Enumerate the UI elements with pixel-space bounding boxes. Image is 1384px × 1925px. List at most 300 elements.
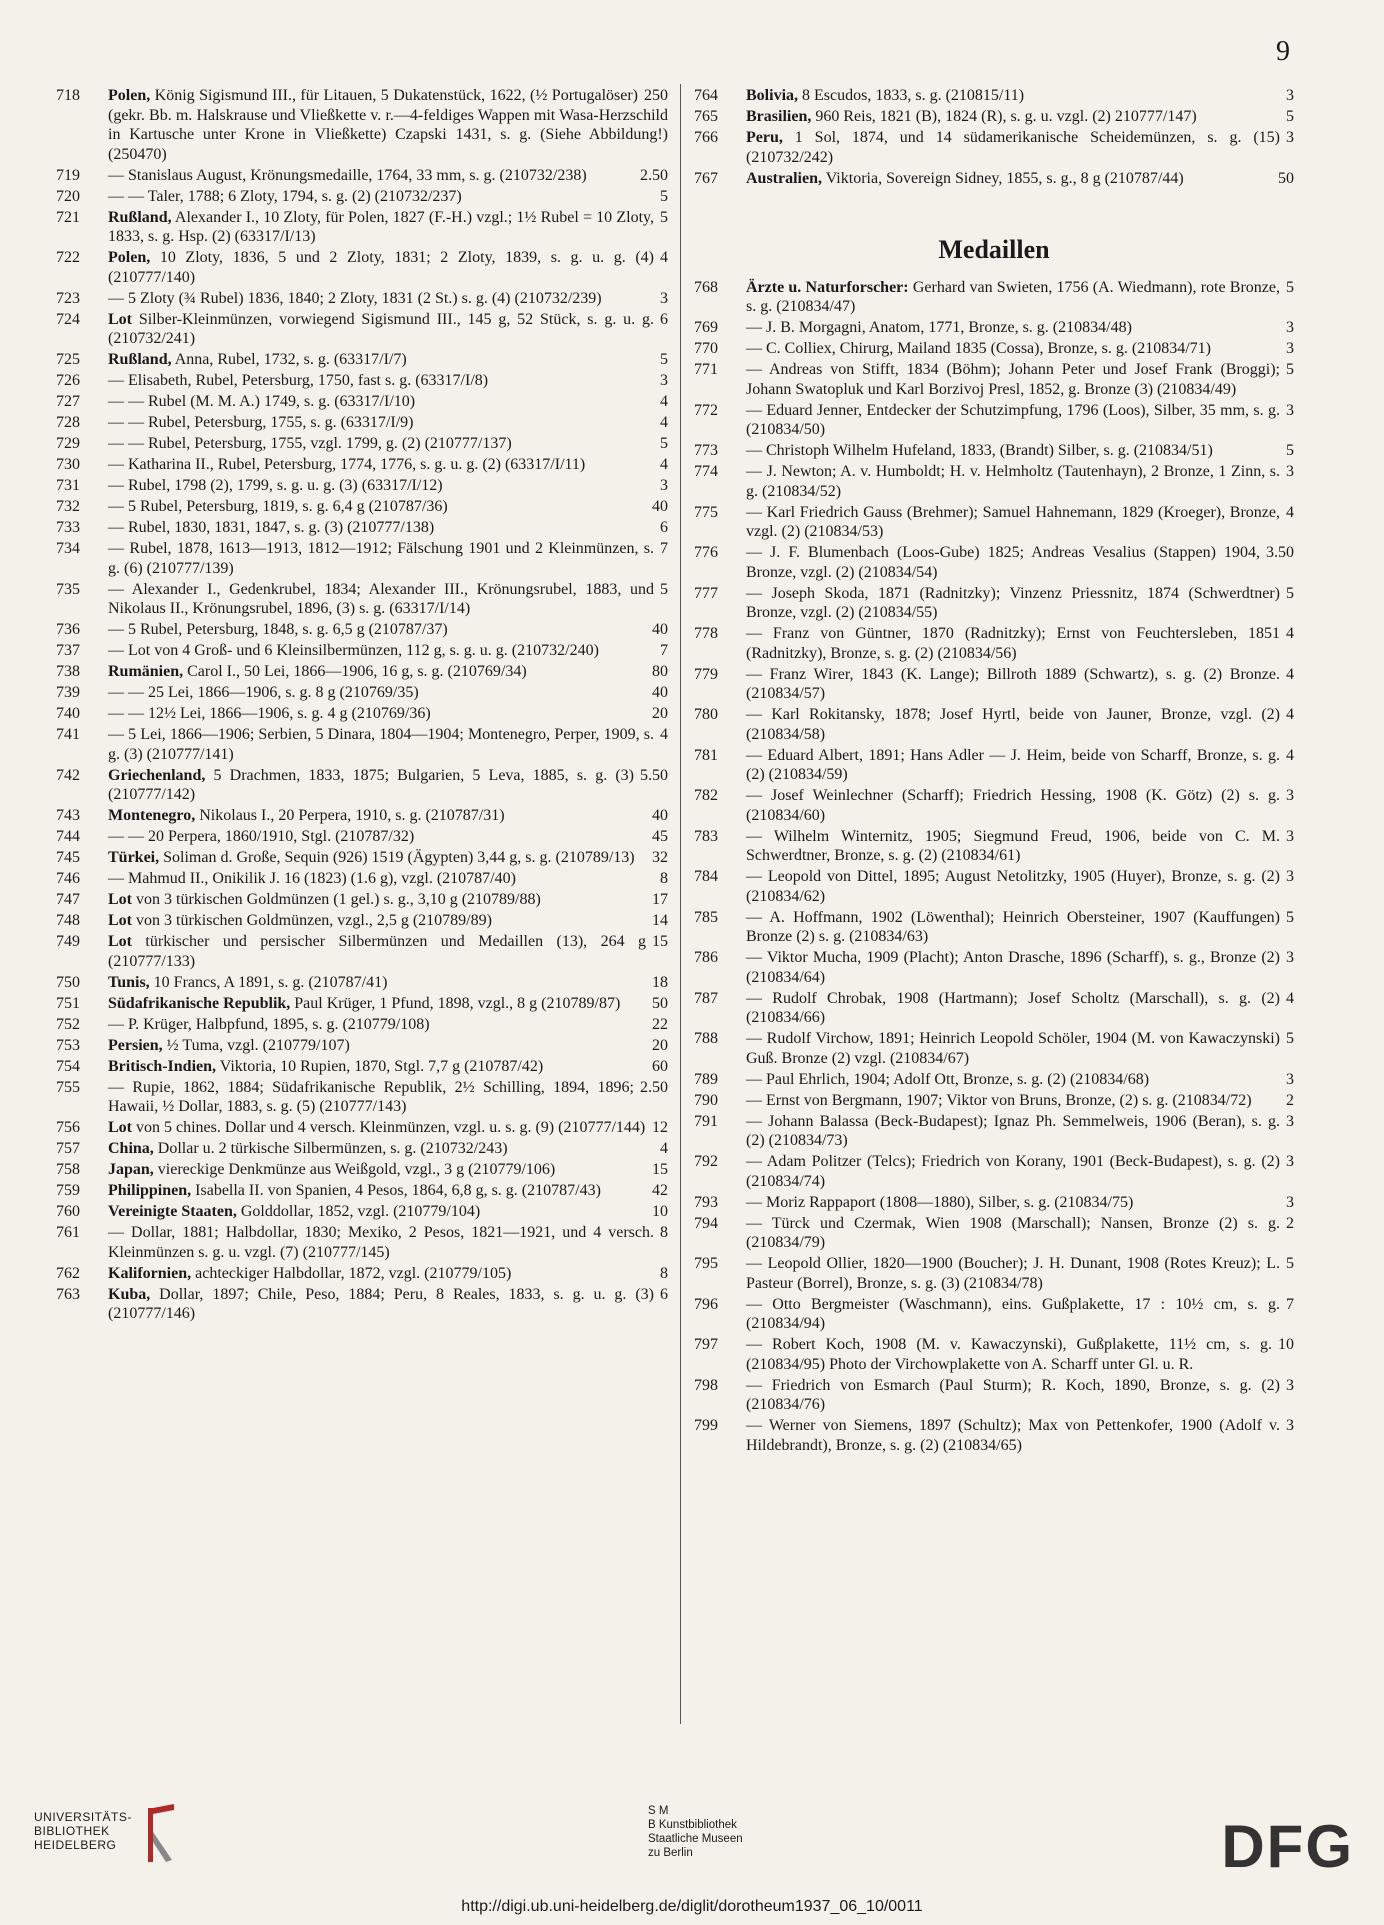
- catalog-entry: [694, 318, 1294, 338]
- lot-text: — C. Colliex, Chirurg, Mailand 1835 (Cossa), Bronze, s. g. (210834/71): [746, 340, 1211, 357]
- lot-description: [746, 908, 1294, 947]
- ub-emblem-icon: [146, 1802, 176, 1864]
- lot-price: 3: [1286, 1376, 1294, 1394]
- catalog-entry: [56, 1264, 668, 1284]
- lot-description: [108, 620, 668, 640]
- catalog-entry: [56, 310, 668, 349]
- lot-number: 752: [56, 1015, 80, 1033]
- lot-text: — Dollar, 1881; Halbdollar, 1830; Mexiko, 2 Pesos, 1821—1921, und 4 versch. Kleinmünzen s. g. u. vzgl. (7) (210777/145): [108, 1224, 654, 1261]
- lot-price: 22: [652, 1015, 668, 1033]
- lot-description: [108, 704, 668, 724]
- lot-description: [746, 1214, 1294, 1253]
- lot-price: 4: [1286, 665, 1294, 683]
- lot-number: 781: [694, 746, 718, 764]
- lot-number: 770: [694, 340, 718, 357]
- lot-text: 1 Sol, 1874, und 14 südamerikanische Scheidemünzen, s. g. (15) (210732/242): [746, 129, 1280, 166]
- lot-price: 3: [1286, 787, 1294, 804]
- catalog-entry: [694, 1112, 1294, 1151]
- lot-description: [108, 86, 668, 164]
- lot-price: 4: [1286, 989, 1294, 1007]
- lot-price: 18: [652, 973, 668, 991]
- lot-number: 783: [694, 827, 718, 845]
- lot-number: 777: [694, 584, 718, 602]
- catalog-entry: [694, 86, 1294, 106]
- lot-price: 4: [1286, 746, 1294, 764]
- lot-number: 754: [56, 1057, 80, 1075]
- lot-text: — — Rubel (M. M. A.) 1749, s. g. (63317/I/10): [108, 393, 416, 410]
- lot-number: 768: [694, 278, 718, 296]
- lot-price: 10: [652, 1203, 668, 1220]
- lot-text: — Moriz Rappaport (1808—1880), Silber, s. g. (210834/75): [746, 1193, 1134, 1211]
- catalog-entry: [56, 973, 668, 993]
- lot-description: [746, 1376, 1294, 1415]
- lot-price: 250: [644, 87, 668, 104]
- lot-description: [746, 441, 1294, 461]
- catalog-entry: [694, 1152, 1294, 1191]
- lot-price: 32: [652, 849, 668, 866]
- lot-text: Dollar u. 2 türkische Silbermünzen, s. g. (210732/243): [153, 1140, 508, 1157]
- section-title-medaillen: Medaillen: [938, 235, 1050, 264]
- lot-price: 3: [1286, 319, 1294, 336]
- lot-text: — Leopold Ollier, 1820—1900 (Boucher); J. H. Dunant, 1908 (Rotes Kreuz); L. Pasteur (Borrel), Bronze, s. g. (3) (210834/78): [746, 1255, 1280, 1292]
- lot-number: 721: [56, 208, 80, 226]
- lot-description: [746, 867, 1294, 906]
- catalog-entry: [694, 1254, 1294, 1293]
- catalog-entry: [694, 746, 1294, 785]
- catalog-entry: [694, 1295, 1294, 1334]
- catalog-entry: [694, 1091, 1294, 1111]
- lot-heading: Vereinigte Staaten,: [108, 1203, 237, 1220]
- catalog-entry: [56, 289, 668, 309]
- lot-description: [108, 539, 668, 578]
- lot-number: 734: [56, 540, 80, 557]
- catalog-entry: [56, 1181, 668, 1201]
- lot-text: Isabella II. von Spanien, 4 Pesos, 1864, 6,8 g, s. g. (210787/43): [191, 1182, 601, 1199]
- lot-number: 780: [694, 706, 718, 723]
- lot-number: 787: [694, 989, 718, 1007]
- lot-text: — 5 Rubel, Petersburg, 1819, s. g. 6,4 g (210787/36): [108, 498, 448, 515]
- lot-heading: Brasilien,: [746, 108, 812, 125]
- lot-description: [746, 169, 1294, 189]
- lot-heading: Japan,: [108, 1161, 154, 1178]
- catalog-entry: [694, 1070, 1294, 1090]
- catalog-entry: [56, 476, 668, 496]
- lot-text: 5 Drachmen, 1833, 1875; Bulgarien, 5 Leva, 1885, s. g. (3) (210777/142): [108, 766, 634, 803]
- catalog-entry: [694, 441, 1294, 461]
- catalog-entry: [56, 725, 668, 764]
- lot-price: 5: [1286, 908, 1294, 926]
- lot-price: 45: [652, 828, 668, 845]
- lot-text: — P. Krüger, Halbpfund, 1895, s. g. (210779/108): [108, 1015, 430, 1033]
- lot-heading: Lot: [108, 912, 132, 929]
- lot-description: [108, 392, 668, 412]
- lot-price: 4: [660, 1140, 668, 1157]
- lot-price: 20: [652, 1036, 668, 1054]
- lot-number: 748: [56, 912, 80, 929]
- lot-number: 723: [56, 289, 80, 307]
- lot-price: 40: [652, 807, 668, 824]
- lot-text: — Türck und Czermak, Wien 1908 (Marschall); Nansen, Bronze (2) s. g. (210834/79): [746, 1214, 1280, 1251]
- lot-number: 785: [694, 908, 718, 926]
- lot-text: — Johann Balassa (Beck-Budapest); Ignaz Ph. Semmelweis, 1906 (Beran), s. g. (2) (210834/73): [746, 1112, 1280, 1149]
- catalog-entry: [56, 1139, 668, 1159]
- catalog-entry: [56, 869, 668, 889]
- lot-text: 10 Zloty, 1836, 5 und 2 Zloty, 1831; 2 Zloty, 1839, s. g. u. g. (4) (210777/140): [108, 249, 654, 286]
- lot-description: [746, 1152, 1294, 1191]
- lot-description: [108, 1036, 668, 1056]
- lot-number: 796: [694, 1295, 718, 1313]
- catalog-entry: [56, 806, 668, 826]
- catalog-entry: [56, 539, 668, 578]
- catalog-entry: [56, 1202, 668, 1222]
- lot-description: [108, 1264, 668, 1284]
- lot-heading: China,: [108, 1140, 154, 1157]
- lot-description: [108, 1181, 668, 1201]
- lot-number: 750: [56, 973, 80, 991]
- lot-price: 5: [1286, 1030, 1294, 1047]
- catalog-entry: [56, 1078, 668, 1117]
- lot-description: [108, 911, 668, 931]
- lot-number: 775: [694, 503, 718, 521]
- lot-number: 745: [56, 849, 80, 866]
- catalog-entry: [56, 86, 668, 164]
- right-top-list: [694, 86, 1294, 188]
- lot-description: [108, 766, 668, 805]
- lot-text: — Stanislaus August, Krönungsmedaille, 1764, 33 mm, s. g. (210732/238): [108, 166, 587, 184]
- lot-text: — 5 Rubel, Petersburg, 1848, s. g. 6,5 g (210787/37): [108, 621, 448, 638]
- lot-text: türkischer und persischer Silbermünzen und Medaillen (13), 264 g (210777/133): [108, 933, 646, 970]
- lot-description: [108, 662, 668, 682]
- lot-text: — J. F. Blumenbach (Loos-Gube) 1825; Andreas Vesalius (Stappen) 1904, Bronze, vzgl. (2) (210834/54): [746, 544, 1260, 581]
- lot-number: 720: [56, 187, 80, 205]
- lot-number: 771: [694, 361, 718, 378]
- lot-description: [746, 360, 1294, 399]
- lot-text: Paul Krüger, 1 Pfund, 1898, vzgl., 8 g (210789/87): [290, 994, 621, 1012]
- catalog-entry: [694, 462, 1294, 501]
- lot-text: Soliman d. Große, Sequin (926) 1519 (Ägypten) 3,44 g, s. g. (210789/13): [159, 849, 635, 866]
- smb-kunstbibliothek-logo[interactable]: [648, 1804, 743, 1860]
- lot-number: 792: [694, 1153, 718, 1170]
- lot-description: [108, 1202, 668, 1222]
- lot-price: 80: [652, 663, 668, 680]
- lot-text: ½ Tuma, vzgl. (210779/107): [162, 1036, 350, 1054]
- smb-line: B Kunstbibliothek: [648, 1819, 737, 1831]
- lot-text: — — Rubel, Petersburg, 1755, s. g. (63317/I/9): [108, 414, 414, 431]
- lot-price: 7: [660, 540, 668, 557]
- lot-price: 4: [660, 456, 668, 473]
- lot-text: — Robert Koch, 1908 (M. v. Kawaczynski), Gußplakette, 11½ cm, s. g. (210834/95) Photo der Virchowplakette von A. Scharff unter Gl. u. R.: [746, 1336, 1272, 1373]
- lot-number: 751: [56, 994, 80, 1012]
- lot-price: 3: [1286, 827, 1294, 845]
- lot-number: 742: [56, 766, 80, 784]
- lot-number: 786: [694, 949, 718, 966]
- lot-number: 722: [56, 249, 80, 266]
- lot-text: 960 Reis, 1821 (B), 1824 (R), s. g. u. vzgl. (2) 210777/147): [811, 108, 1197, 125]
- catalog-entry: [56, 1160, 668, 1180]
- catalog-entry: [694, 584, 1294, 623]
- catalog-entry: [56, 848, 668, 868]
- lot-price: 5: [660, 351, 668, 368]
- lot-number: 737: [56, 642, 80, 659]
- lot-number: 744: [56, 828, 80, 845]
- lot-price: 6: [660, 519, 668, 536]
- lot-description: [108, 455, 668, 475]
- page-number: 9: [1276, 36, 1290, 67]
- catalog-entry: [694, 624, 1294, 663]
- catalog-entry: [694, 908, 1294, 947]
- lot-description: [746, 746, 1294, 785]
- lot-description: [108, 806, 668, 826]
- lot-number: 779: [694, 665, 718, 683]
- lot-text: — J. B. Morgagni, Anatom, 1771, Bronze, s. g. (210834/48): [746, 319, 1132, 336]
- lot-text: — Andreas von Stifft, 1834 (Böhm); Johann Peter und Josef Frank (Broggi); Johann Swatopluk und Karl Borzivoj Presl, 1852, g. Bronze (3) (210834/49): [746, 361, 1280, 398]
- lot-number: 756: [56, 1119, 80, 1136]
- lot-price: 3: [1286, 949, 1294, 966]
- catalog-entry: [694, 1335, 1294, 1374]
- lot-number: 747: [56, 891, 80, 908]
- catalog-entry: [694, 169, 1294, 189]
- lot-text: — — 20 Perpera, 1860/1910, Stgl. (210787/32): [108, 828, 415, 845]
- source-url[interactable]: http://digi.ub.uni-heidelberg.de/diglit/dorotheum1937_06_10/0011: [461, 1898, 923, 1915]
- lot-number: 765: [694, 108, 718, 125]
- catalog-entry: [56, 620, 668, 640]
- lot-price: 17: [652, 891, 668, 908]
- lot-price: 40: [652, 498, 668, 515]
- lot-text: — Franz von Güntner, 1870 (Radnitzky); Ernst von Feuchtersleben, 1851 (Radnitzky), Bronze, s. g. (2) (210834/56): [746, 625, 1280, 662]
- catalog-entry: [56, 518, 668, 538]
- lot-heading: Peru,: [746, 129, 783, 146]
- catalog-entry: [694, 1193, 1294, 1213]
- lot-number: 763: [56, 1285, 80, 1303]
- lot-heading: Kalifornien,: [108, 1264, 192, 1282]
- catalog-entry: [694, 401, 1294, 440]
- catalog-entry: [56, 455, 668, 475]
- lot-text: Gerhard van Swieten, 1756 (A. Wiedmann), rote Bronze, s. g. (210834/47): [746, 278, 1281, 315]
- catalog-entry: [694, 1416, 1294, 1455]
- lot-text: — Joseph Skoda, 1871 (Radnitzky); Vinzenz Priessnitz, 1874 (Schwerdtner) Bronze, vzgl. (2) (210834/55): [746, 584, 1280, 621]
- lot-description: [108, 187, 668, 207]
- lot-text: — 5 Zloty (¾ Rubel) 1836, 1840; 2 Zloty, 1831 (2 St.) s. g. (4) (210732/239): [108, 289, 602, 307]
- catalog-entry: [56, 911, 668, 931]
- lot-text: — Mahmud II., Onikilik J. 16 (1823) (1.6 g), vzgl. (210787/40): [108, 870, 516, 887]
- lot-description: [108, 683, 668, 703]
- lot-text: Silber-Kleinmünzen, vorwiegend Sigismund III., 145 g, 52 Stück, s. g. u. g. (210732/241): [108, 310, 654, 347]
- smb-line: zu Berlin: [648, 1847, 693, 1859]
- lot-price: 50: [1278, 169, 1294, 187]
- lot-text: — Otto Bergmeister (Waschmann), eins. Gußplakette, 17 : 10½ cm, s. g. (210834/94): [746, 1295, 1280, 1332]
- lot-number: 739: [56, 684, 80, 701]
- lot-price: 50: [652, 994, 668, 1012]
- lot-description: [746, 1416, 1294, 1455]
- catalog-entry: [694, 278, 1294, 317]
- lot-price: 5: [660, 187, 668, 205]
- catalog-entry: [694, 827, 1294, 866]
- catalog-entry: [56, 248, 668, 287]
- lot-price: 4: [660, 726, 668, 743]
- catalog-entry: [56, 890, 668, 910]
- dfg-logo[interactable]: DFG: [1221, 1813, 1354, 1880]
- lot-text: — Christoph Wilhelm Hufeland, 1833, (Brandt) Silber, s. g. (210834/51): [746, 442, 1213, 459]
- lot-text: — Rudolf Virchow, 1891; Heinrich Leopold Schöler, 1904 (M. von Kawaczynski) Guß. Bronze (2) vzgl. (210834/67): [746, 1030, 1280, 1067]
- lot-price: 12: [652, 1119, 668, 1136]
- lot-price: 3: [1286, 401, 1294, 419]
- catalog-entry: [694, 543, 1294, 582]
- catalog-entry: [56, 166, 668, 186]
- lot-heading: Bolivia,: [746, 87, 799, 104]
- lot-price: 5: [660, 208, 668, 226]
- catalog-entry: [56, 350, 668, 370]
- lot-description: [108, 289, 668, 309]
- lot-price: 10: [1278, 1336, 1294, 1353]
- lot-price: 5: [1286, 108, 1294, 125]
- lot-description: [746, 948, 1294, 987]
- catalog-entry: [694, 503, 1294, 542]
- lot-price: 5.50: [640, 766, 668, 784]
- lot-description: [108, 1139, 668, 1159]
- ub-logo-line: BIBLIOTHEK: [34, 1824, 110, 1838]
- lot-description: [746, 318, 1294, 338]
- lot-number: 758: [56, 1161, 80, 1178]
- lot-description: [108, 869, 668, 889]
- catalog-entry: [694, 989, 1294, 1028]
- lot-number: 753: [56, 1036, 80, 1054]
- catalog-entry: [56, 413, 668, 433]
- lot-heading: Lot: [108, 1119, 132, 1136]
- lot-price: 5: [1286, 584, 1294, 602]
- lot-price: 4: [660, 414, 668, 431]
- lot-text: — Elisabeth, Rubel, Petersburg, 1750, fast s. g. (63317/I/8): [108, 372, 489, 389]
- lot-description: [746, 786, 1294, 825]
- catalog-entry: [694, 786, 1294, 825]
- lot-number: 749: [56, 933, 80, 950]
- lot-description: [108, 371, 668, 391]
- lot-number: 764: [694, 87, 718, 104]
- lot-number: 769: [694, 319, 718, 336]
- lot-number: 728: [56, 414, 80, 431]
- lot-description: [108, 890, 668, 910]
- lot-text: — Rupie, 1862, 1884; Südafrikanische Republik, 2½ Schilling, 1894, 1896; Hawaii, ½ Dollar, 1883, s. g. (5) (210777/143): [108, 1078, 634, 1115]
- catalog-entry: [56, 392, 668, 412]
- lot-text: Viktoria, 10 Rupien, 1870, Stgl. 7,7 g (210787/42): [216, 1057, 544, 1075]
- catalog-entry: [694, 360, 1294, 399]
- lot-number: 743: [56, 807, 80, 824]
- lot-price: 15: [652, 1161, 668, 1178]
- catalog-entry: [694, 948, 1294, 987]
- lot-description: [108, 973, 668, 993]
- lot-text: Anna, Rubel, 1732, s. g. (63317/I/7): [171, 351, 407, 368]
- catalog-entry: [56, 1118, 668, 1138]
- lot-description: [108, 413, 668, 433]
- lot-number: 790: [694, 1091, 718, 1109]
- lot-number: 726: [56, 372, 80, 389]
- lot-price: 5: [1286, 1255, 1294, 1272]
- lot-text: — Karl Friedrich Gauss (Brehmer); Samuel Hahnemann, 1829 (Kroeger), Bronze, vzgl. (2) (210834/53): [746, 503, 1280, 540]
- lot-text: — Werner von Siemens, 1897 (Schultz); Max von Pettenkofer, 1900 (Adolf v. Hildebrandt), Bronze, s. g. (2) (210834/65): [746, 1417, 1280, 1454]
- lot-text: Nikolaus I., 20 Perpera, 1910, s. g. (210787/31): [195, 807, 505, 824]
- lot-number: 738: [56, 663, 80, 680]
- catalog-entry: [694, 1376, 1294, 1415]
- lot-description: [746, 1193, 1294, 1213]
- lot-description: [746, 1335, 1294, 1374]
- lot-price: 4: [660, 249, 668, 266]
- lot-heading: Persien,: [108, 1036, 163, 1054]
- lot-number: 757: [56, 1140, 80, 1157]
- lot-number: 778: [694, 625, 718, 642]
- lot-number: 731: [56, 477, 80, 494]
- lot-text: Golddollar, 1852, vzgl. (210779/104): [236, 1203, 481, 1220]
- catalog-entry: [56, 1285, 668, 1324]
- lot-text: viereckige Denkmünze aus Weißgold, vzgl., 3 g (210779/106): [153, 1161, 556, 1178]
- lot-heading: Ärzte u. Naturforscher:: [746, 278, 909, 296]
- lot-number: 766: [694, 129, 718, 146]
- lot-number: 776: [694, 544, 718, 561]
- lot-description: [108, 641, 668, 661]
- lot-text: 8 Escudos, 1833, s. g. (210815/11): [798, 87, 1025, 104]
- catalog-entry: [56, 208, 668, 247]
- lot-number: 719: [56, 166, 80, 184]
- lot-description: [108, 994, 668, 1014]
- lot-price: 40: [652, 684, 668, 701]
- lot-price: 2: [1286, 1091, 1294, 1109]
- lot-text: — A. Hoffmann, 1902 (Löwenthal); Heinrich Obersteiner, 1907 (Kauffungen) Bronze (2) s. g. (210834/63): [746, 908, 1280, 945]
- lot-text: — Rudolf Chrobak, 1908 (Hartmann); Josef Scholtz (Marschall), s. g. (2) (210834/66): [746, 989, 1280, 1026]
- lot-price: 4: [660, 393, 668, 410]
- lot-number: 729: [56, 435, 80, 452]
- lot-text: — Friedrich von Esmarch (Paul Sturm); R. Koch, 1890, Bronze, s. g. (2) (210834/76): [746, 1376, 1280, 1413]
- lot-price: 3: [1286, 1193, 1294, 1211]
- catalog-entry: [56, 1036, 668, 1056]
- catalog-entry: [56, 580, 668, 619]
- lot-description: [108, 166, 668, 186]
- lot-text: — Josef Weinlechner (Scharff); Friedrich Hessing, 1908 (K. Götz) (2) s. g. (210834/60): [746, 787, 1280, 824]
- lot-number: 740: [56, 705, 80, 722]
- lot-heading: Tunis,: [108, 973, 150, 991]
- lot-price: 3: [660, 372, 668, 389]
- lot-text: von 3 türkischen Goldmünzen (1 gel.) s. g., 3,10 g (210789/88): [132, 891, 541, 908]
- lot-number: 793: [694, 1193, 718, 1211]
- lot-price: 5: [660, 580, 668, 598]
- lot-number: 794: [694, 1214, 718, 1232]
- lot-number: 782: [694, 787, 718, 804]
- lot-text: Carol I., 50 Lei, 1866—1906, 16 g, s. g. (210769/34): [183, 663, 527, 680]
- lot-description: [108, 208, 668, 247]
- lot-heading: Kuba,: [108, 1285, 151, 1303]
- ub-logo-line: UNIVERSITÄTS-: [34, 1810, 132, 1824]
- catalog-entry: [694, 339, 1294, 359]
- lot-description: [746, 1029, 1294, 1068]
- lot-description: [108, 1078, 668, 1117]
- lot-text: — Ernst von Bergmann, 1907; Viktor von Bruns, Bronze, (2) s. g. (210834/72): [746, 1091, 1252, 1109]
- lot-number: 736: [56, 621, 80, 638]
- catalog-entry: [56, 704, 668, 724]
- catalog-entry: [56, 497, 668, 517]
- lot-description: [746, 1254, 1294, 1293]
- catalog-entry: [56, 662, 668, 682]
- lot-heading: Australien,: [746, 169, 822, 187]
- lot-text: 10 Francs, A 1891, s. g. (210787/41): [149, 973, 388, 991]
- lot-text: — Paul Ehrlich, 1904; Adolf Ott, Bronze, s. g. (2) (210834/68): [746, 1070, 1150, 1088]
- lot-number: 784: [694, 868, 718, 885]
- lot-text: — Rubel, 1830, 1831, 1847, s. g. (3) (210777/138): [108, 519, 435, 536]
- lot-price: 5: [1286, 278, 1294, 296]
- lot-price: 2: [1286, 1214, 1294, 1232]
- lot-price: 42: [652, 1182, 668, 1199]
- lot-text: — — Rubel, Petersburg, 1755, vzgl. 1799, g. (2) (210777/137): [108, 435, 512, 452]
- lot-text: achteckiger Halbdollar, 1872, vzgl. (210779/105): [191, 1264, 512, 1282]
- catalog-entry: [56, 827, 668, 847]
- ub-heidelberg-logo[interactable]: [34, 1810, 132, 1852]
- lot-number: 746: [56, 870, 80, 887]
